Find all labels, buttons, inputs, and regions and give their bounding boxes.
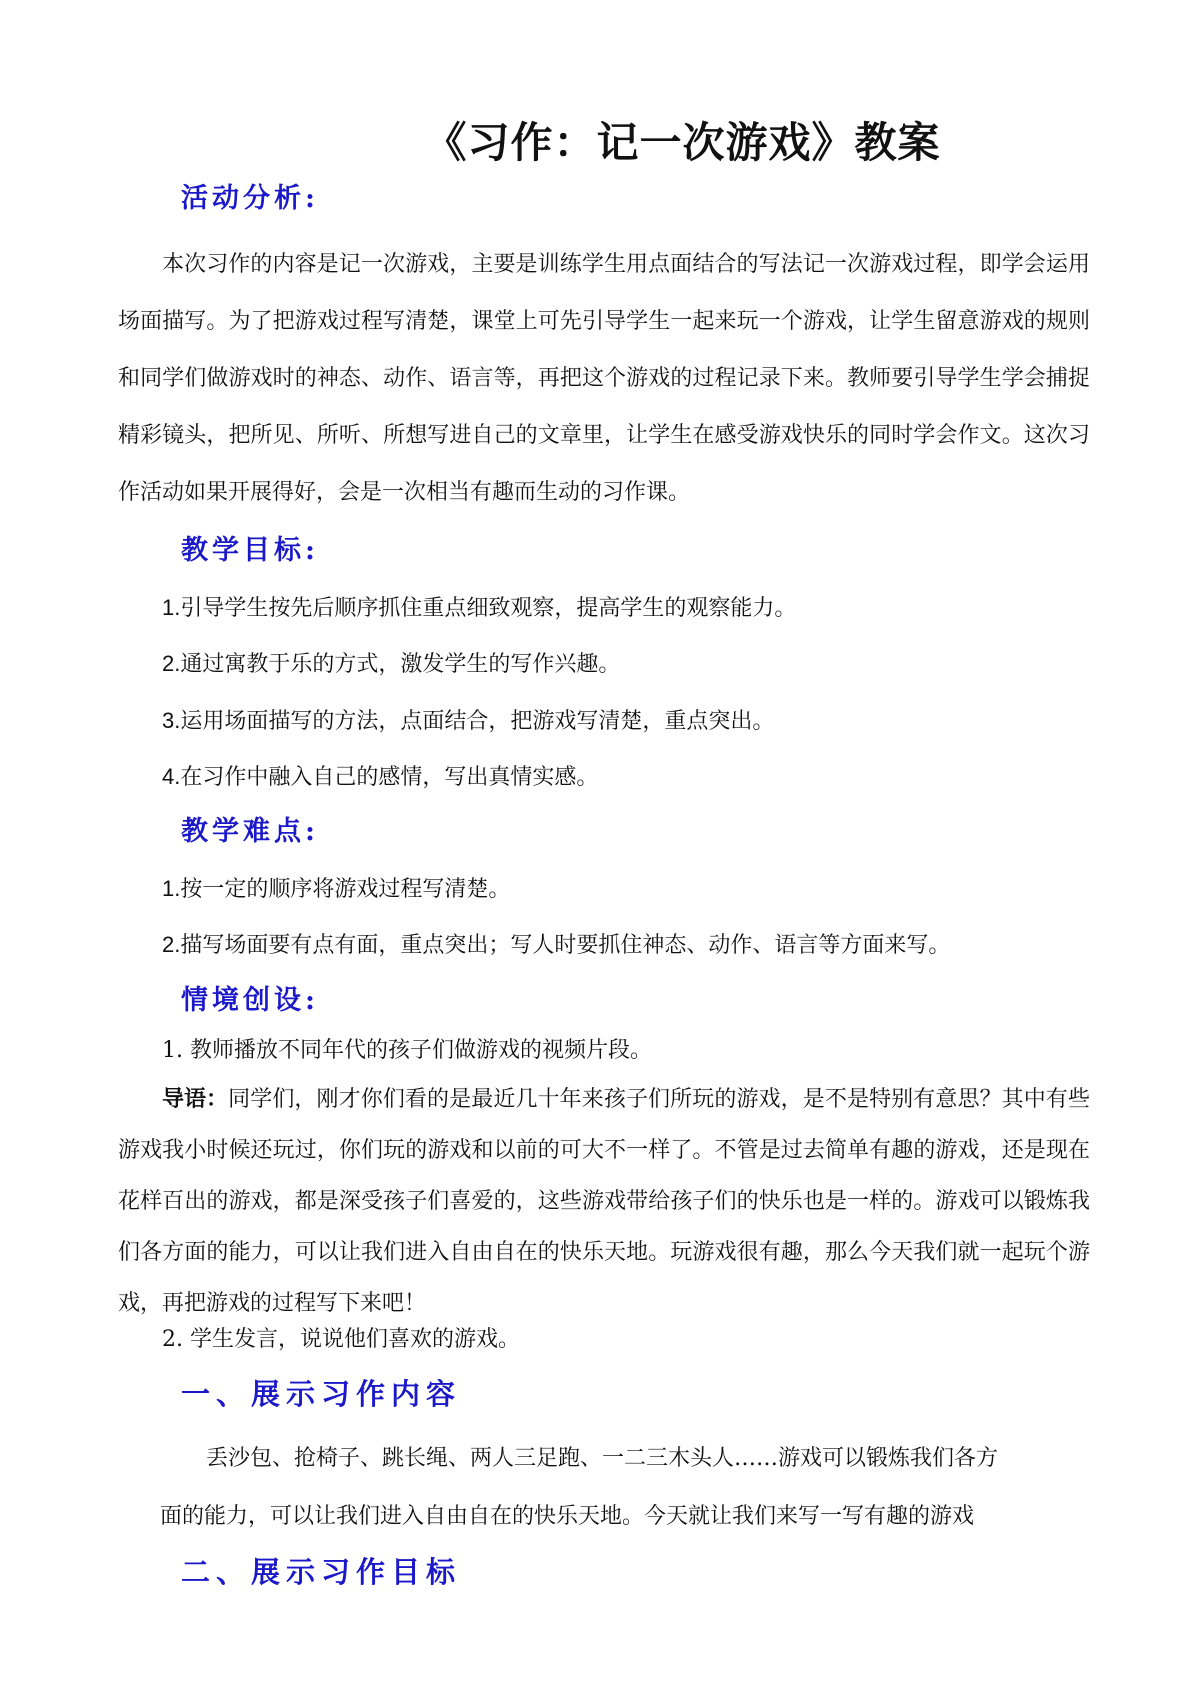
situation-item-1: 1. 教师播放不同年代的孩子们做游戏的视频片段。 — [162, 1038, 652, 1063]
lead-text: 同学们，刚才你们看的是最近几十年来孩子们所玩的游戏，是不是特别有意思？其中有些游戏我小时候还玩过，你们玩的游戏和以前的可大不一样了。不管是过去简单有趣的游戏，还是现在花样百出的游戏，都是深受孩子们喜爱的，这些游戏带给孩子们的快乐也是一样的。游戏可以锻炼我们各方面的能力，可以让我们进入自由自在的快乐天地。玩游戏很有趣，那么今天我们就一起玩个游戏，再把游戏的过程写下来吧！ — [118, 1087, 1090, 1316]
goal-item-2: 2.通过寓教于乐的方式，激发学生的写作兴趣。 — [162, 651, 621, 676]
lead-label: 导语： — [162, 1086, 229, 1112]
heading-goals: 教学目标: — [181, 535, 319, 566]
part1-line-1: 丢沙包、抢椅子、跳长绳、两人三足跑、一二三木头人……游戏可以锻炼我们各方 — [206, 1446, 999, 1471]
difficulty-item-2: 2.描写场面要有点有面，重点突出；写人时要抓住神态、动作、语言等方面来写。 — [162, 932, 951, 957]
heading-analysis: 活动分析: — [181, 183, 319, 214]
part1-line-2: 面的能力，可以让我们进入自由自在的快乐天地。今天就让我们来写一写有趣的游戏 — [160, 1504, 975, 1529]
situation-item-2: 2. 学生发言，说说他们喜欢的游戏。 — [162, 1327, 520, 1352]
goal-item-4: 4.在习作中融入自己的感情，写出真情实感。 — [162, 764, 599, 789]
goal-item-3: 3.运用场面描写的方法，点面结合，把游戏写清楚，重点突出。 — [162, 708, 775, 733]
heading-difficulties: 教学难点: — [181, 816, 319, 847]
heading-part-2: 二、展示习作目标 — [181, 1555, 462, 1589]
lead-paragraph — [118, 1074, 1090, 1329]
heading-part-1: 一、展示习作内容 — [181, 1377, 462, 1411]
goal-item-1: 1.引导学生按先后顺序抓住重点细致观察，提高学生的观察能力。 — [162, 595, 797, 620]
analysis-paragraph: 本次习作的内容是记一次游戏，主要是训练学生用点面结合的写法记一次游戏过程，即学会运用场面描写。为了把游戏过程写清楚，课堂上可先引导学生一起来玩一个游戏，让学生留意游戏的规则和同学们做游戏时的神态、动作、语言等，再把这个游戏的过程记录下来。教师要引导学生学会捕捉精彩镜头，把所见、所听、所想写进自己的文章里，让学生在感受游戏快乐的同时学会作文。这次习作活动如果开展得好，会是一次相当有趣而生动的习作课。 — [118, 252, 1090, 505]
page-title: 《习作：记一次游戏》教案 — [424, 118, 941, 167]
heading-situation: 情境创设: — [181, 985, 319, 1016]
difficulty-item-1: 1.按一定的顺序将游戏过程写清楚。 — [162, 876, 511, 901]
